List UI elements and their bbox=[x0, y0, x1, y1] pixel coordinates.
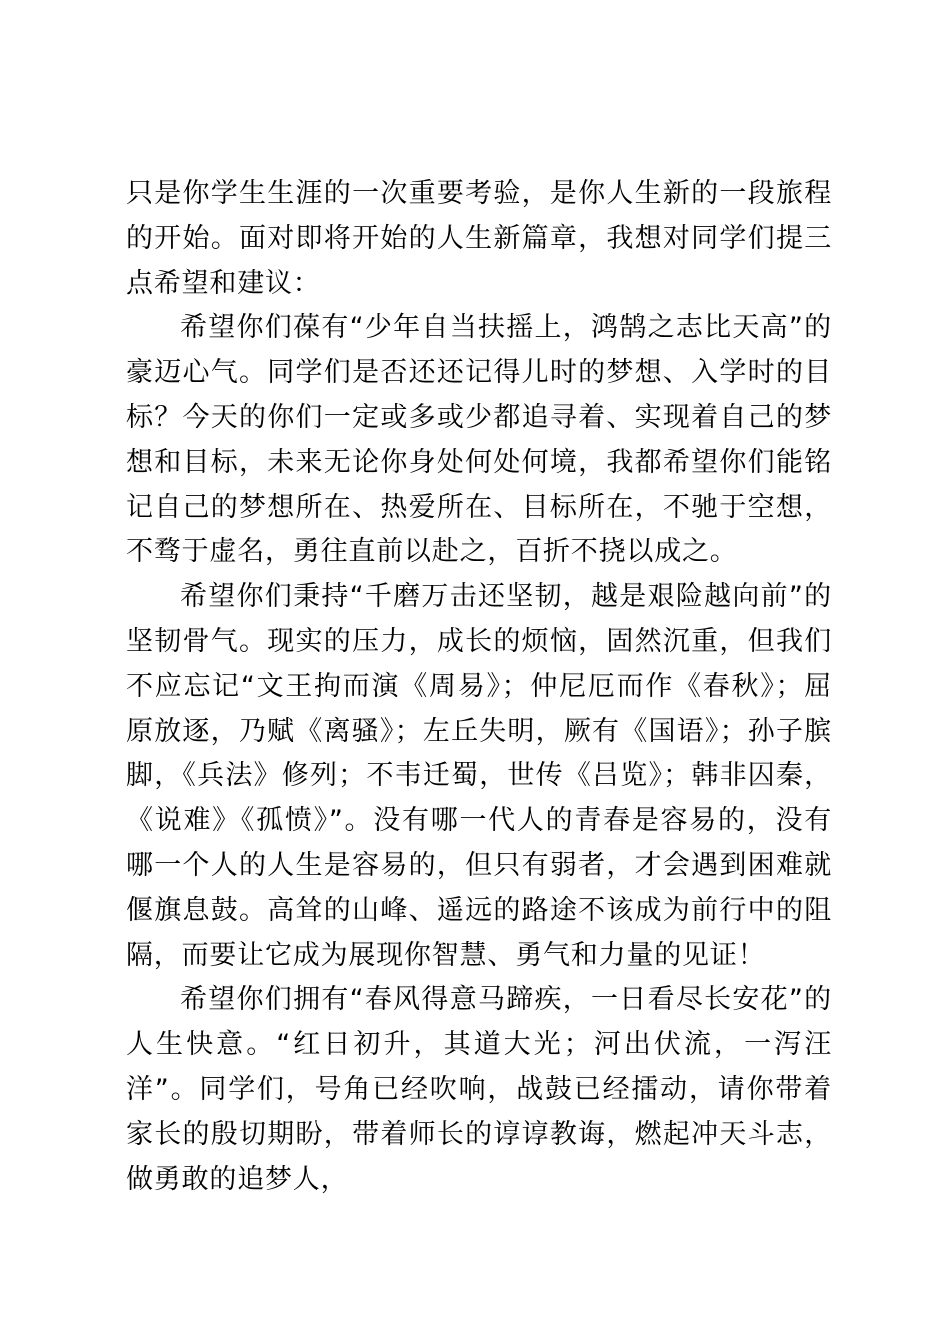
paragraph-hope-ambition: 希望你们葆有“少年自当扶摇上，鸿鹄之志比天高”的豪迈心气。同学们是否还还记得儿时的梦想、入学时的目标？今天的你们一定或多或少都追寻着、实现着自己的梦想和目标，未来无论你身处何处何境，我都希望你们能铭记自己的梦想所在、热爱所在、目标所在，不驰于空想，不骛于虚名，勇往直前以赴之，百折不挠以成之。 bbox=[126, 312, 832, 568]
paragraph-hope-joy: 希望你们拥有“春风得意马蹄疾，一日看尽长安花”的人生快意。“红日初升，其道大光；河出伏流，一泻汪洋”。同学们，号角已经吹响，战鼓已经擂动，请你带着家长的殷切期盼，带着师长的谆谆教诲，燃起冲天斗志，做勇敢的追梦人， bbox=[126, 984, 832, 1195]
paragraph-continuation: 只是你学生生涯的一次重要考验，是你人生新的一段旅程的开始。面对即将开始的人生新篇章，我想对同学们提三点希望和建议： bbox=[126, 178, 832, 299]
paragraph-hope-resilience: 希望你们秉持“千磨万击还坚韧，越是艰险越向前”的坚韧骨气。现实的压力，成长的烦恼，固然沉重，但我们不应忘记“文王拘而演《周易》；仲尼厄而作《春秋》；屈原放逐，乃赋《离骚》；左丘失明，厥有《国语》；孙子膑脚，《兵法》修列；不韦迁蜀，世传《吕览》；韩非囚秦，《说难》《孤愤》”。没有哪一代人的青春是容易的，没有哪一个人的人生是容易的，但只有弱者，才会遇到困难就偃旗息鼓。高耸的山峰、遥远的路途不该成为前行中的阻隔，而要让它成为展现你智慧、勇气和力量的见证！ bbox=[126, 581, 832, 971]
document-page bbox=[126, 172, 832, 1202]
